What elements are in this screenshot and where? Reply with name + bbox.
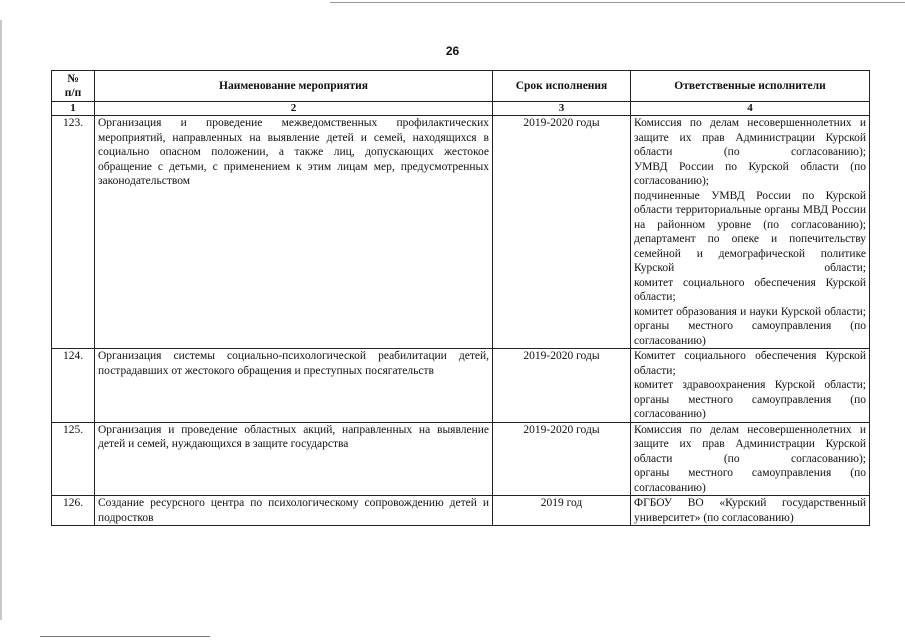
table-header-row <box>52 71 870 102</box>
column-index-4: 4 <box>631 102 870 116</box>
executor-item: подчиненные УМВД России по Курской области территориальные органы МВД России на районном уровне (по согласованию); <box>634 189 866 231</box>
column-index-3: 3 <box>493 102 631 116</box>
row-number: 123. <box>52 116 95 349</box>
executor-item: органы местного самоуправления (по согласованию) <box>634 467 866 494</box>
event-executors <box>631 496 870 526</box>
event-term: 2019-2020 годы <box>493 116 631 349</box>
event-executors <box>631 349 870 423</box>
header-term: Срок исполнения <box>493 71 631 102</box>
executor-item: Комиссия по делам несовершеннолетних и защите их прав Администрации Курской области (по согласованию); <box>634 423 866 465</box>
executor-item: комитет социального обеспечения Курской области; <box>634 276 866 303</box>
executor-item: УМВД России по Курской области (по согласованию); <box>634 160 866 187</box>
table-row <box>52 116 870 349</box>
executor-item: органы местного самоуправления (по согласованию) <box>634 393 866 420</box>
scan-artifact-left-edge <box>0 20 2 620</box>
column-index-1: 1 <box>52 102 95 116</box>
event-term: 2019-2020 годы <box>493 422 631 496</box>
header-num-line2: п/п <box>64 87 82 99</box>
row-number: 126. <box>52 496 95 526</box>
row-number: 125. <box>52 422 95 496</box>
event-name: Создание ресурсного центра по психологическому сопровождению детей и подростков <box>95 496 493 526</box>
executor-item: комитет здравоохранения Курской области; <box>634 379 866 391</box>
event-executors <box>631 422 870 496</box>
row-number: 124. <box>52 349 95 423</box>
executor-item: ФГБОУ ВО «Курский государственный университет» (по согласованию) <box>634 497 866 524</box>
event-name: Организация и проведение областных акций, направленных на выявление детей и семей, нуждающихся в защите государства <box>95 422 493 496</box>
column-index-2: 2 <box>95 102 493 116</box>
table-row <box>52 349 870 423</box>
scan-artifact-bottom-line <box>40 636 210 637</box>
executor-item: комитет образования и науки Курской области; <box>634 305 866 318</box>
event-term: 2019 год <box>493 496 631 526</box>
event-name: Организация системы социально-психологической реабилитации детей, пострадавших от жестокого обращения и преступных посягательств <box>95 349 493 423</box>
page-number: 26 <box>445 44 460 58</box>
header-num-line1: № <box>67 73 79 85</box>
executor-item: органы местного самоуправления (по согласованию) <box>634 320 866 347</box>
event-executors <box>631 116 870 349</box>
executor-item: Комиссия по делам несовершеннолетних и защите их прав Администрации Курской области (по согласованию); <box>634 117 866 158</box>
scan-artifact-top-line <box>330 2 905 3</box>
event-name: Организация и проведение межведомственных профилактических мероприятий, направленных на выявление детей и семей, находящихся в социально опасном положении, а также лиц, допускающих жестокое обращение с детьми, с применением к этим лицам мер, предусмотренных законодательством <box>95 116 493 349</box>
table-row <box>52 496 870 526</box>
executor-item: Комитет социального обеспечения Курской области; <box>634 350 866 377</box>
event-term: 2019-2020 годы <box>493 349 631 423</box>
executor-item: департамент по опеке и попечительству семейной и демографической политике Курской области; <box>634 233 866 274</box>
header-name: Наименование мероприятия <box>95 71 493 102</box>
header-num <box>52 71 95 102</box>
action-plan-table <box>51 70 870 526</box>
header-executors: Ответственные исполнители <box>631 71 870 102</box>
table-row <box>52 422 870 496</box>
column-index-row <box>52 102 870 116</box>
